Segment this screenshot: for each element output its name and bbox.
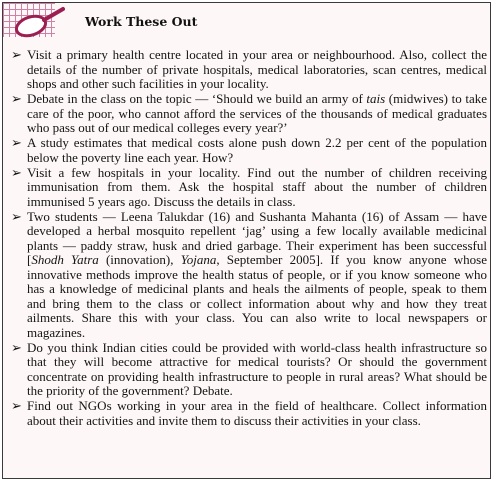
item-text-italic: Yojana [180,252,217,267]
list-item [11,136,487,165]
item-text: A study estimates that medical costs alone push down 2.2 per cent of the population below the poverty line each year. How? [27,135,487,165]
list-item [11,399,487,428]
item-text: Find out NGOs working in your area in the field of healthcare. Collect information about their activities and invite them to discuss their activities in your class. [27,398,487,428]
activity-list [11,48,487,429]
arrow-bullet-icon: ➢ [11,398,22,413]
arrow-bullet-icon: ➢ [11,164,22,180]
item-text-italic: tais [366,91,386,106]
item-text: (innovation), [98,252,181,267]
arrow-bullet-icon: ➢ [11,47,22,62]
list-item [11,210,487,341]
item-text: Visit a few hospitals in your locality. Find out the number of children receiving immunisation from them. Ask the hospital staff about the number of children immunised 5 years ago. Discuss the details in class. [27,164,487,209]
item-text: Do you think Indian cities could be provided with world-class health infrastructure so that they will become attractive for medical tourists? Or should the government concentrate on providing health infrastructure to people in rural areas? What should be the priority of the government? Debate. [27,339,487,398]
arrow-bullet-icon: ➢ [11,135,22,150]
section-heading: Work These Out [85,14,198,29]
list-item [11,166,487,210]
arrow-bullet-icon: ➢ [11,91,22,106]
item-text: Two students — Leena Talukdar (16) and Sushanta Mahanta (16) of Assam — have developed a herbal mosquito repellent ‘jag’ using a few locally available medicinal plants — paddy straw, husk and dried garbage. Their experiment has been successful [ [27,208,487,267]
arrow-bullet-icon: ➢ [11,339,22,355]
item-text: (midwives) to take care of the poor, who cannot afford the services of the thousands of medical graduates who pass out of our medical colleges every year?’ [27,91,487,135]
item-text: Visit a primary health centre located in your area or neighbourhood. Also, collect the details of the number of private hospitals, medical laboratories, scan centres, medical shops and other such facilities in your locality. [27,47,487,91]
item-text: , September 2005]. If you know anyone whose innovative methods improve the health status of people, or if you know someone who has a knowledge of medicinal plants and heals the ailments of people, speak to them and bring them to the class or collect information about why and how they treat ailments. Share this with your class. You can also write to local newspapers or magazines. [27,252,487,340]
list-item [11,92,487,136]
activity-box [2,2,491,479]
list-item [11,341,487,399]
magnifying-glass-icon [9,6,65,46]
list-item [11,48,487,92]
item-text-italic: Shodh Yatra [31,252,99,267]
item-text: Debate in the class on the topic — ‘Should we build an army of [27,91,367,106]
arrow-bullet-icon: ➢ [11,208,22,224]
